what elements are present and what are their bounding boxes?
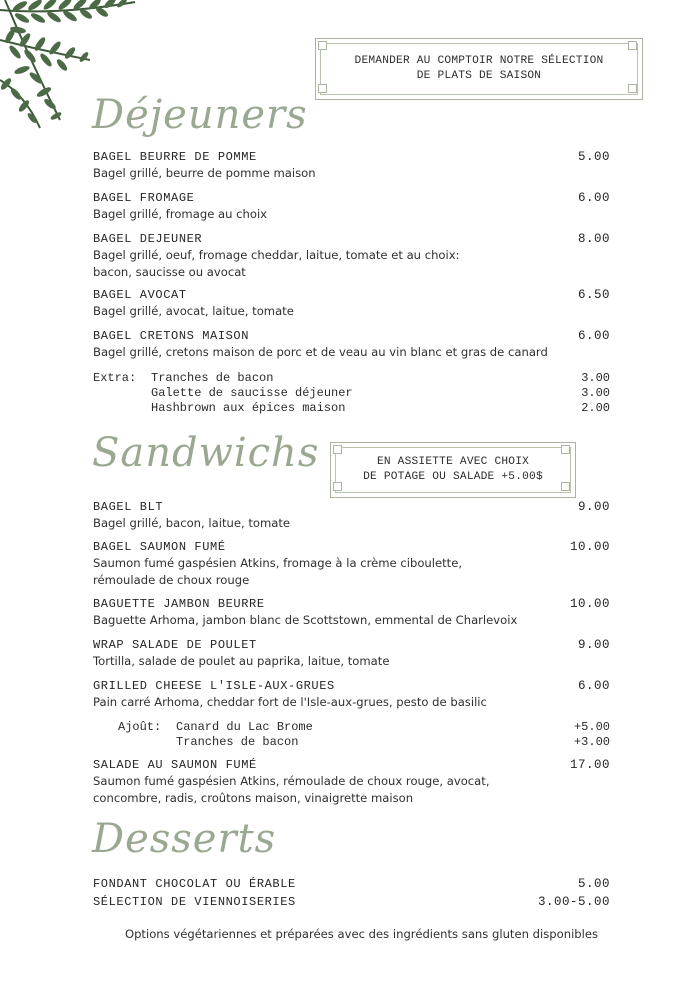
item-description: Bagel grillé, beurre de pomme maison [93,166,316,180]
banner-corner-ornament [318,84,327,93]
banner-corner-ornament [561,482,570,491]
section-title-dejeuners: Déjeuners [92,92,308,138]
banner-corner-ornament [628,41,637,50]
item-name: BAGEL FROMAGE [93,191,195,205]
item-price: 9.00 [577,500,610,514]
plate-banner [330,442,576,498]
menu-item [93,877,610,891]
menu-item [93,500,610,532]
banner-corner-ornament [628,84,637,93]
menu-item [93,150,610,182]
item-name: SÉLECTION DE VIENNOISERIES [93,895,296,909]
extra-name: Tranches de bacon [151,371,274,385]
item-name: BAGEL BEURRE DE POMME [93,150,257,164]
item-name: BAGUETTE JAMBON BEURRE [93,597,265,611]
menu-item [93,191,610,223]
item-description-line: Saumon fumé gaspésien Atkins, rémoulade de choux rouge, avocat, [93,774,490,788]
addons-row [118,720,610,735]
item-description: Pain carré Arhoma, cheddar fort de l'Isle-aux-grues, pesto de basilic [93,695,487,709]
addons-label: Ajoût: [118,720,162,734]
plate-banner-line-1: EN ASSIETTE AVEC CHOIX [376,456,530,468]
item-description: Bagel grillé, bacon, laitue, tomate [93,516,291,530]
menu-item [93,638,610,670]
extra-price: 3.00 [581,371,610,385]
footer-note [0,927,687,941]
item-name: BAGEL SAUMON FUMÉ [93,540,226,554]
item-name: SALADE AU SAUMON FUMÉ [93,758,257,772]
item-description [93,773,610,807]
item-name: BAGEL BLT [93,500,164,514]
item-name: BAGEL CRETONS MAISON [93,329,250,343]
item-description: Bagel grillé, fromage au choix [93,207,268,221]
addon-name: Tranches de bacon [176,735,299,749]
extras-label: Extra: [93,371,137,385]
section-title-desserts: Desserts [92,816,277,862]
addon-price: +3.00 [573,735,610,749]
addon-name: Canard du Lac Brome [176,720,313,734]
item-description-line: bacon, saucisse ou avocat [93,265,246,279]
item-description: Baguette Arhoma, jambon blanc de Scottstown, emmental de Charlevoix [93,613,518,627]
footer-text: Options végétariennes et préparées avec des ingrédients sans gluten disponibles [124,927,599,941]
banner-corner-ornament [318,41,327,50]
seasonal-banner [315,38,643,100]
item-price: 17.00 [569,758,610,772]
item-price: 3.00-5.00 [537,895,610,909]
extras-row [93,401,610,416]
menu-item [93,758,610,807]
item-price: 5.00 [577,150,610,164]
item-price: 5.00 [577,877,610,891]
item-name: WRAP SALADE DE POULET [93,638,257,652]
item-description: Bagel grillé, avocat, laitue, tomate [93,304,294,318]
banner-corner-ornament [333,482,342,491]
item-price: 9.00 [577,638,610,652]
addons-list [118,720,610,750]
item-price: 6.00 [577,191,610,205]
addon-price: +5.00 [573,720,610,734]
item-description-line: Bagel grillé, oeuf, fromage cheddar, laitue, tomate et au choix: [93,248,460,262]
section-title-sandwichs: Sandwichs [92,430,320,476]
menu-item [93,288,610,320]
plate-banner-line-2: DE POTAGE OU SALADE +5.00$ [363,471,543,483]
menu-item [93,232,610,281]
item-description: Bagel grillé, cretons maison de porc et de veau au vin blanc et gras de canard [93,345,548,359]
menu-item [93,895,610,909]
menu-item [93,597,610,629]
item-description [93,555,610,589]
extras-row [93,371,610,386]
extra-price: 2.00 [581,401,610,415]
extras-list [93,371,610,416]
item-name: BAGEL DEJEUNER [93,232,203,246]
item-name: BAGEL AVOCAT [93,288,187,302]
item-description [93,247,610,281]
seasonal-banner-line-2: DE PLATS DE SAISON [416,70,542,82]
extras-row [93,386,610,401]
extra-name: Hashbrown aux épices maison [151,401,346,415]
item-price: 6.50 [577,288,610,302]
menu-item [93,540,610,589]
menu-item [93,679,610,711]
item-name: GRILLED CHEESE L'ISLE-AUX-GRUES [93,679,335,693]
seasonal-banner-line-1: DEMANDER AU COMPTOIR NOTRE SÉLECTION [354,55,604,67]
item-description-line: concombre, radis, croûtons maison, vinaigrette maison [93,791,414,805]
banner-corner-ornament [561,445,570,454]
item-description-line: rémoulade de choux rouge [93,573,250,587]
extra-price: 3.00 [581,386,610,400]
item-name: FONDANT CHOCOLAT OU ÉRABLE [93,877,296,891]
item-price: 10.00 [569,540,610,554]
item-price: 6.00 [577,329,610,343]
item-description: Tortilla, salade de poulet au paprika, laitue, tomate [93,654,390,668]
item-description-line: Saumon fumé gaspésien Atkins, fromage à la crème ciboulette, [93,556,463,570]
item-price: 10.00 [569,597,610,611]
extra-name: Galette de saucisse déjeuner [151,386,353,400]
addons-row [118,735,610,750]
banner-corner-ornament [333,445,342,454]
item-price: 8.00 [577,232,610,246]
item-price: 6.00 [577,679,610,693]
menu-item [93,329,610,361]
